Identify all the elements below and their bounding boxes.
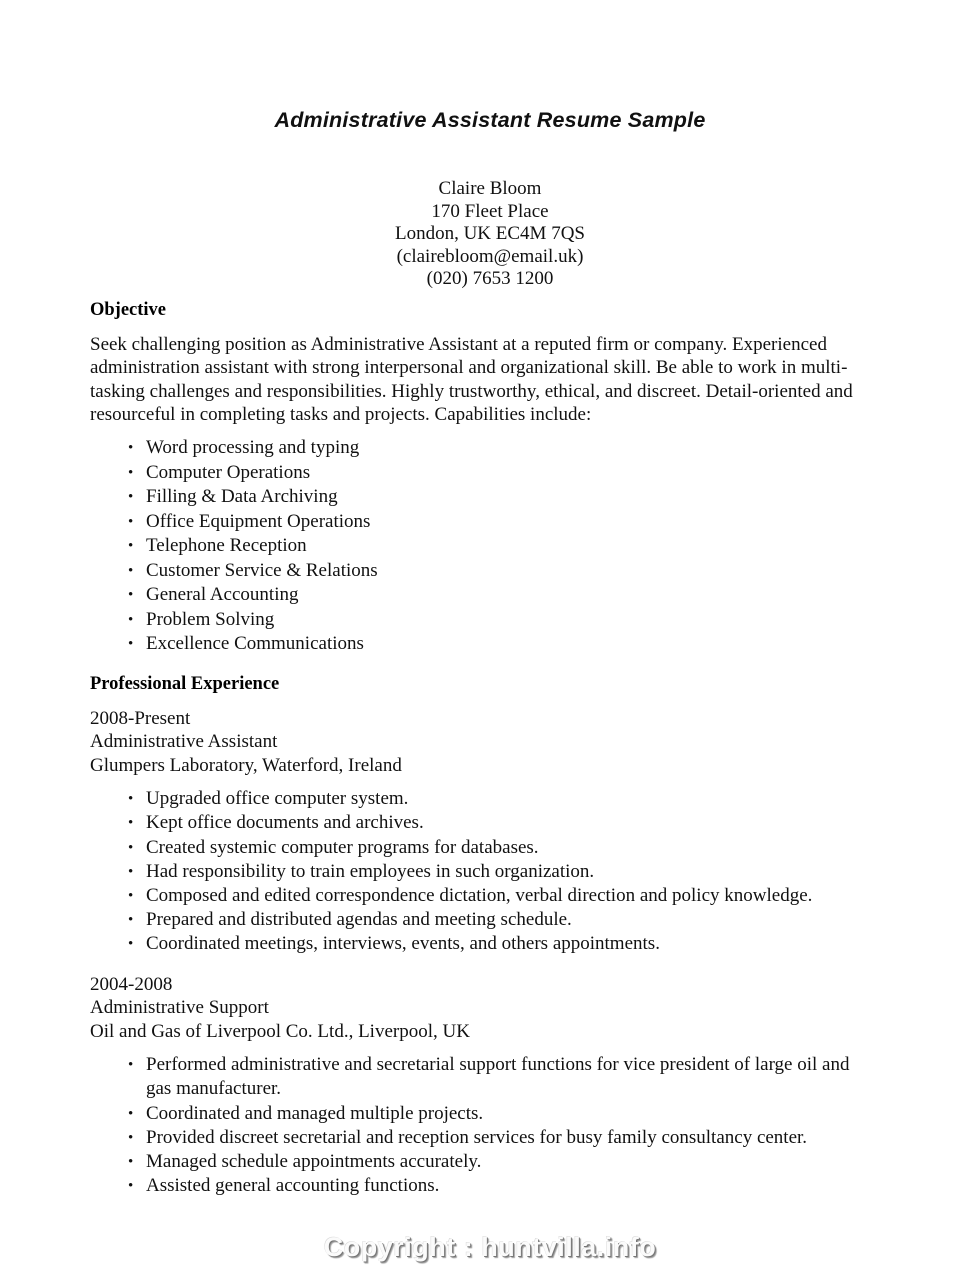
experience-section <box>90 673 872 1199</box>
objective-section <box>90 299 872 657</box>
list-item: • Prepared and distributed agendas and meeting schedule. <box>90 908 872 932</box>
list-item: • Had responsibility to train employees in such organization. <box>90 860 872 884</box>
contact-phone: (020) 7653 1200 <box>426 268 554 289</box>
contact-name: Claire Bloom <box>438 178 542 199</box>
list-item: • Customer Service & Relations <box>90 559 872 584</box>
list-item: • General Accounting <box>90 583 872 608</box>
list-item: • Word processing and typing <box>90 436 872 461</box>
job-duties-list <box>90 1053 872 1198</box>
contact-email: (clairebloom@email.uk) <box>396 245 584 267</box>
list-item: • Assisted general accounting functions. <box>90 1174 872 1198</box>
list-item: • Upgraded office computer system. <box>90 787 872 811</box>
list-item: • Performed administrative and secretarial support functions for vice president of large oil and gas manufacturer. <box>90 1053 872 1101</box>
list-item: • Created systemic computer programs for databases. <box>90 836 872 860</box>
list-item: • Kept office documents and archives. <box>90 811 872 835</box>
page-title: Administrative Assistant Resume Sample <box>274 108 706 132</box>
list-item: • Filling & Data Archiving <box>90 485 872 510</box>
job-role: Administrative Assistant <box>90 731 278 753</box>
job-dates: 2008-Present <box>90 707 191 729</box>
job-entry <box>90 973 872 1199</box>
job-employer: Oil and Gas of Liverpool Co. Ltd., Liverpool, UK <box>90 1020 470 1042</box>
list-item: • Office Equipment Operations <box>90 510 872 535</box>
job-employer: Glumpers Laboratory, Waterford, Ireland <box>90 754 402 776</box>
job-duties-list <box>90 787 872 956</box>
experience-heading: Professional Experience <box>90 673 280 694</box>
objective-paragraph: Seek challenging position as Administrative Assistant at a reputed firm or company. Experienced administration assistant with strong interpersonal and organizational skill. Be able to work in multi-tasking challenges and responsibilities. Highly trustworthy, ethical, and discreet. Detail-oriented and resourceful in completing tasks and projects. Capabilities include: <box>90 334 853 425</box>
list-item: • Computer Operations <box>90 461 872 486</box>
list-item: • Coordinated and managed multiple projects. <box>90 1102 872 1126</box>
list-item: • Managed schedule appointments accurately. <box>90 1150 872 1174</box>
list-item: • Telephone Reception <box>90 534 872 559</box>
contact-city: London, UK EC4M 7QS <box>394 223 585 244</box>
job-role: Administrative Support <box>90 997 269 1019</box>
contact-block <box>0 178 980 291</box>
list-item: • Excellence Communications <box>90 632 872 657</box>
job-meta <box>90 707 872 778</box>
list-item: • Provided discreet secretarial and reception services for busy family consultancy center. <box>90 1126 872 1150</box>
resume-content <box>90 299 872 1198</box>
copyright-watermark: Copyright : huntvilla.info <box>323 1232 657 1262</box>
contact-street: 170 Fleet Place <box>431 200 549 222</box>
objective-heading: Objective <box>90 300 167 320</box>
list-item: • Composed and edited correspondence dictation, verbal direction and policy knowledge. <box>90 884 872 908</box>
capabilities-list <box>90 436 872 657</box>
job-meta <box>90 973 872 1044</box>
job-entry <box>90 707 872 957</box>
job-dates: 2004-2008 <box>90 973 173 995</box>
list-item: • Problem Solving <box>90 608 872 633</box>
list-item: • Coordinated meetings, interviews, events, and others appointments. <box>90 932 872 956</box>
